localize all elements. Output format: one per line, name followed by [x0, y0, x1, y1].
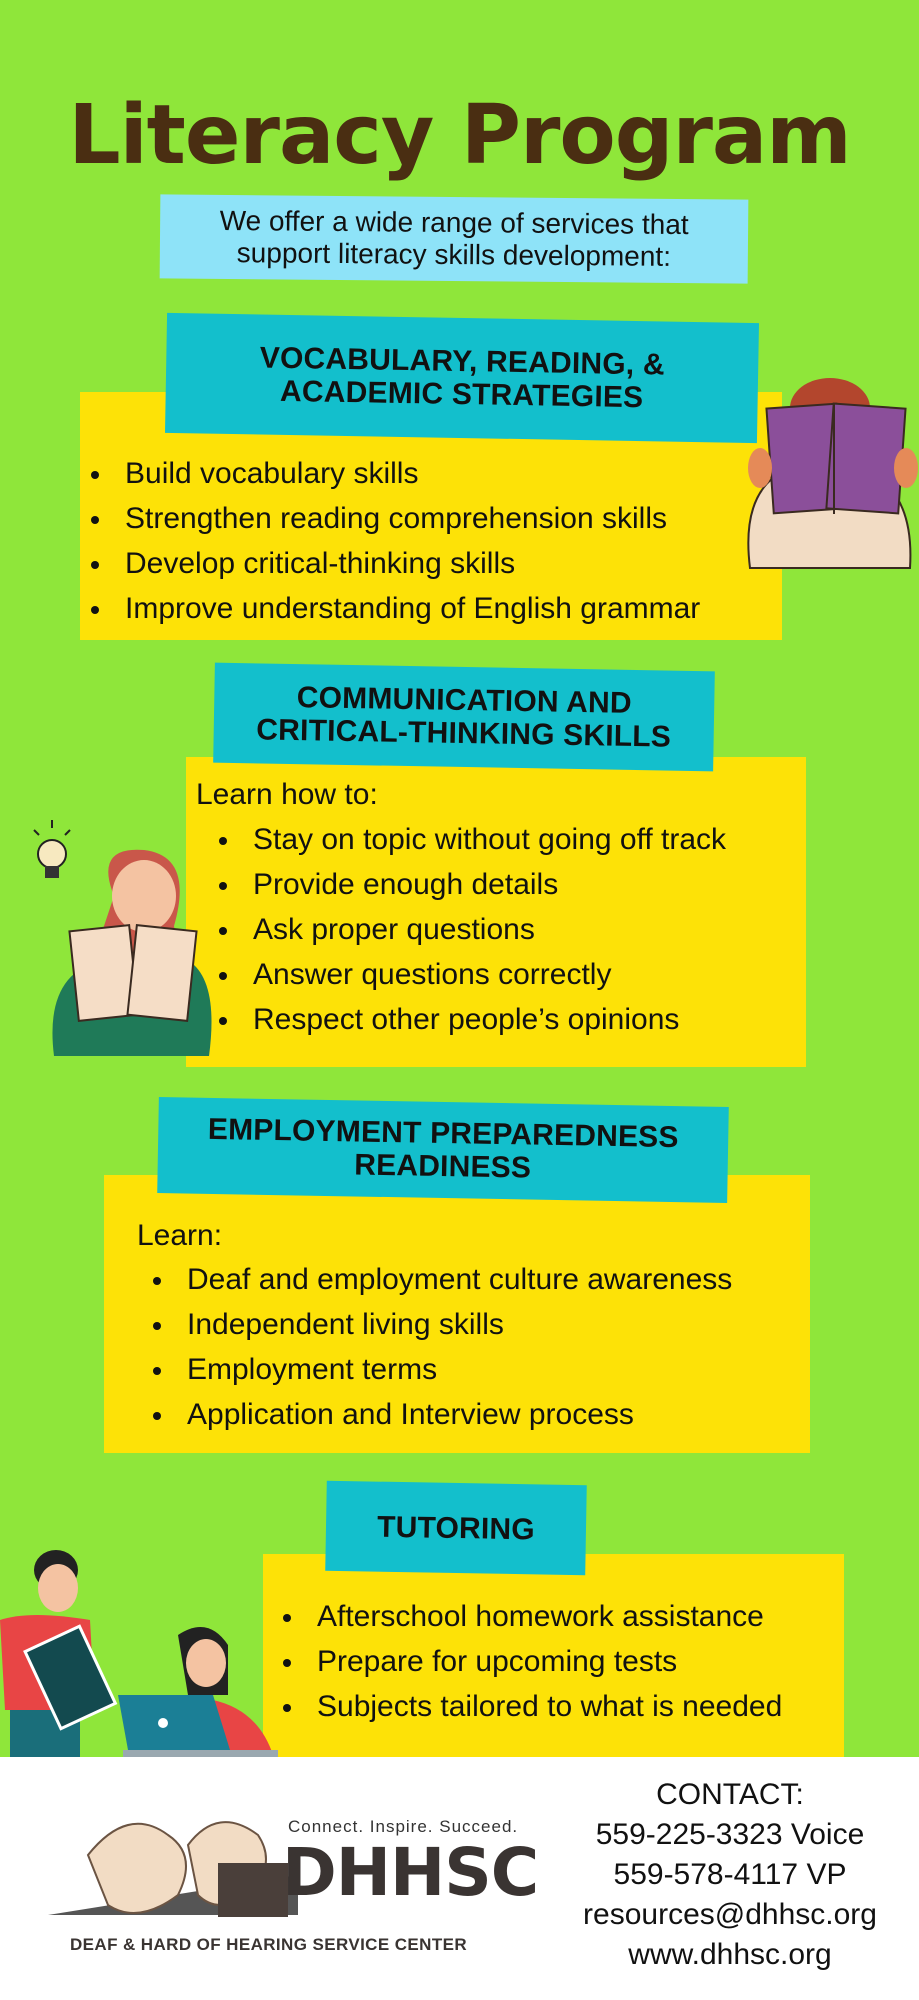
list-item: Subjects tailored to what is needed [271, 1684, 782, 1729]
contact-vp: 559-578-4117 VP [613, 1858, 847, 1891]
employment-lead: Learn: [137, 1219, 223, 1252]
list-item: Improve understanding of English grammar [79, 586, 700, 631]
communication-list [207, 817, 726, 1042]
tutoring-list [271, 1594, 782, 1729]
communication-lead: Learn how to: [196, 778, 378, 811]
employment-heading-text: EMPLOYMENT PREPAREDNESS READINESS [207, 1112, 679, 1185]
girl-reading-paper-icon [44, 836, 214, 1056]
logo-name: DHHSC [282, 1834, 539, 1911]
communication-heading [213, 663, 715, 772]
list-item: Ask proper questions [207, 907, 726, 952]
logo-full-name: DEAF & HARD OF HEARING SERVICE CENTER [70, 1935, 468, 1954]
vocab-heading-text: VOCABULARY, READING, & ACADEMIC STRATEGIES [259, 341, 666, 415]
page-title: Literacy Program [68, 88, 851, 183]
employment-heading [157, 1097, 729, 1203]
list-item: Application and Interview process [141, 1392, 732, 1437]
contact-website[interactable]: www.dhhsc.org [628, 1938, 832, 1971]
list-item: Develop critical-thinking skills [79, 541, 700, 586]
list-item: Employment terms [141, 1347, 732, 1392]
logo-tagline: Connect. Inspire. Succeed. [288, 1817, 519, 1836]
girl-with-laptop-icon [118, 1615, 278, 1760]
dhhsc-logo [48, 1795, 538, 1975]
contact-email[interactable]: resources@dhhsc.org [583, 1898, 877, 1931]
list-item: Deaf and employment culture awareness [141, 1257, 732, 1302]
vocab-list [79, 451, 700, 631]
tutoring-heading-text: TUTORING [376, 1510, 536, 1546]
list-item: Build vocabulary skills [79, 451, 700, 496]
list-item: Stay on topic without going off track [207, 817, 726, 862]
vocab-heading [165, 313, 759, 443]
list-item: Prepare for upcoming tests [271, 1639, 782, 1684]
list-item: Respect other people’s opinions [207, 997, 726, 1042]
list-item: Independent living skills [141, 1302, 732, 1347]
list-item: Provide enough details [207, 862, 726, 907]
employment-list [141, 1257, 732, 1437]
contact-label: CONTACT: [656, 1778, 804, 1811]
tutoring-heading [325, 1481, 587, 1576]
list-item: Afterschool homework assistance [271, 1594, 782, 1639]
intro-banner: We offer a wide range of services that support literacy skills development: [160, 194, 749, 283]
contact-voice: 559-225-3323 Voice [595, 1818, 865, 1851]
woman-reading-book-icon [730, 368, 919, 590]
communication-heading-text: COMMUNICATION AND CRITICAL-THINKING SKILLS [256, 681, 672, 754]
list-item: Answer questions correctly [207, 952, 726, 997]
list-item: Strengthen reading comprehension skills [79, 496, 700, 541]
